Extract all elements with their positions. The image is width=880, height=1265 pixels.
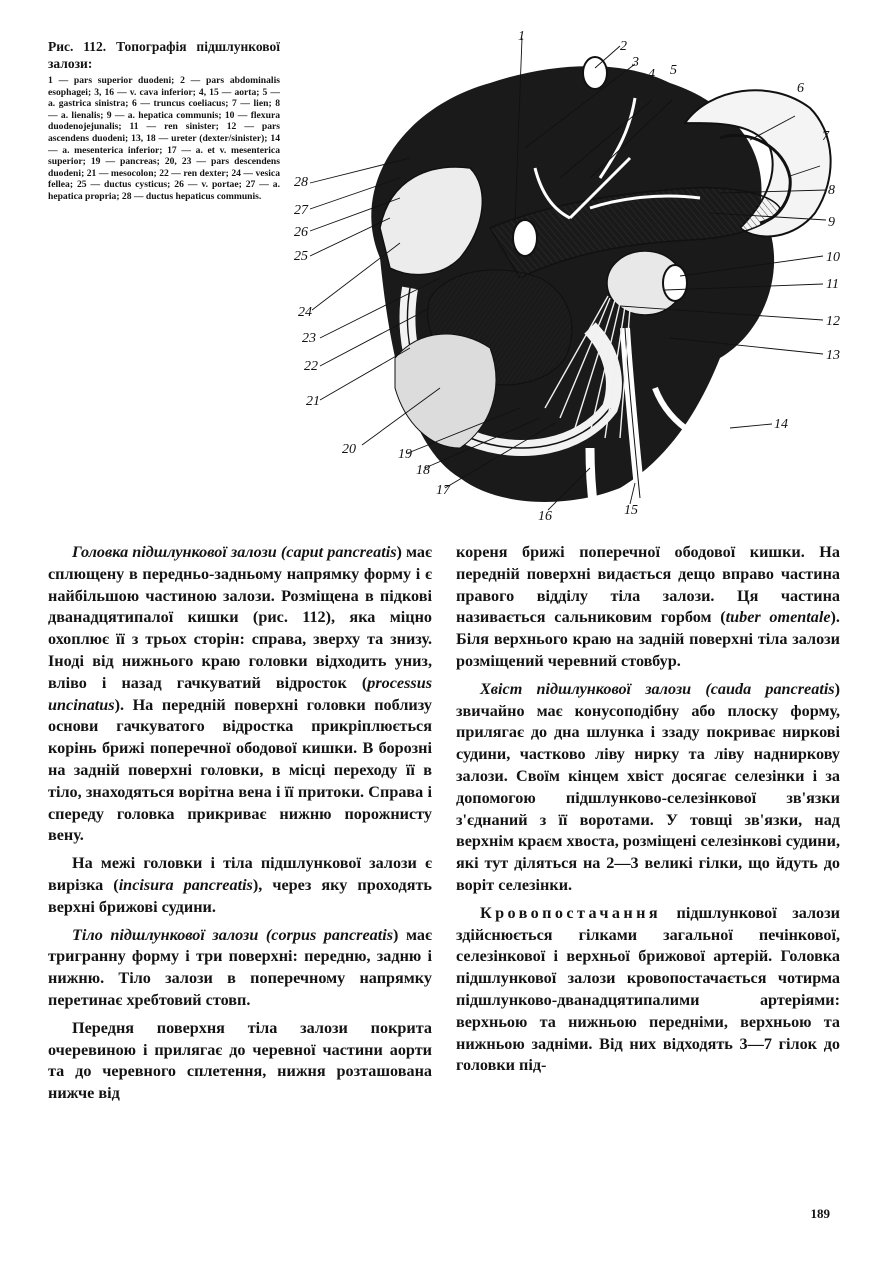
- fig-label-6: 6: [797, 81, 804, 96]
- fig-label-26: 26: [294, 225, 308, 240]
- fig-label-15: 15: [624, 503, 638, 518]
- paragraph-blood-supply: Кровопостачання підшлункової залози здійснюється гілками загальної печінкової, селезінкової і верхньої брижової артерій. Головка підшлункової залози кровопостачається чотирма підшлунково-дванадцятипалими артеріями: верхньою та нижньою передніми, верхньою та нижньою задніми. Від них відходять 3—7 гілок до головки під-: [456, 903, 840, 1075]
- fig-label-2: 2: [620, 39, 627, 54]
- esophagus-cut: [583, 57, 607, 89]
- fig-label-27: 27: [294, 203, 308, 218]
- fig-label-8: 8: [828, 183, 835, 198]
- figure-caption: [48, 38, 280, 203]
- fig-label-9: 9: [828, 215, 835, 230]
- fig-label-5: 5: [670, 63, 677, 78]
- fig-label-13: 13: [826, 348, 840, 363]
- fig-label-3: 3: [632, 55, 639, 70]
- fig-label-24: 24: [298, 305, 312, 320]
- text-column-right: [456, 542, 840, 1077]
- fig-label-18: 18: [416, 463, 430, 478]
- fig-label-25: 25: [294, 249, 308, 264]
- paragraph-body: Тіло підшлункової залози (corpus pancreatis) має тригранну форму і три поверхні: передню, задню і нижню. Тіло залози в поперечному напрямку перетинає хребтовий стовп.: [48, 925, 432, 1009]
- pancreas-topography-illustration: [290, 28, 850, 523]
- caption-title: Рис. 112. Топографія підшлункової залози:: [48, 39, 280, 71]
- fig-label-22: 22: [304, 359, 318, 374]
- fig-label-11: 11: [826, 277, 839, 292]
- fig-label-12: 12: [826, 314, 840, 329]
- fig-label-23: 23: [302, 331, 316, 346]
- paragraph-incisura: На межі головки і тіла підшлункової залози є вирізка (incisura pancreatis), через яку проходять верхні брижові судини.: [48, 854, 432, 916]
- fig-label-14: 14: [774, 417, 788, 432]
- fig-label-19: 19: [398, 447, 412, 462]
- duodenum-cut: [513, 220, 537, 256]
- fig-label-1: 1: [518, 29, 525, 44]
- fig-label-20: 20: [342, 442, 356, 457]
- vena-cava: [590, 448, 595, 518]
- fig-label-16: 16: [538, 509, 552, 523]
- text-column-left: [48, 542, 432, 1105]
- paragraph-tail: Хвіст підшлункової залози (cauda pancreatis) звичайно має конусоподібну або плоску форму, прилягає до дна шлунка і ззаду покриває ниркові судини, частково ліву нирку та ліву надниркову залози. Своїм кінцем хвіст досягає селезінки і за допомогою підшлунково-селезінкової зв'язки з'єднаний з її воротами. У товщі зв'язки, над верхнім краєм хвоста, розміщені селезінкові судини, які тут діляться на 2—3 великі гілки, що йдуть до воріт селезінки.: [456, 679, 841, 894]
- fig-label-4: 4: [648, 67, 655, 82]
- jejunum-cut: [663, 265, 687, 301]
- paragraph-anterior-surface: Передня поверхня тіла залози покрита очеревиною і прилягає до черевної частини аорти та до черевного сплетення, нижня розташована нижче від: [48, 1018, 432, 1103]
- page-number: 189: [810, 1206, 830, 1221]
- illustration-svg: [290, 28, 850, 523]
- paragraph-continuation: кореня брижі поперечної ободової кишки. На передній поверхні видається дещо вправо частина правого відділу тіла залози. Ця частина називається сальниковим горбом (tuber omentale). Біля верхнього краю на задній поверхні тіла залози розміщений черевний стовбур.: [456, 543, 840, 670]
- fig-label-21: 21: [306, 394, 320, 409]
- caption-legend: 1 — pars superior duodeni; 2 — pars abdominalis esophagei; 3, 16 — v. cava inferior; 4, 15 — aorta; 5 — a. gastrica sinistra; 6 — truncus coeliacus; 7 — lien; 8 — a. lienalis; 9 — a. hepatica communis; 10 — flexura duodenojejunalis; 11 — ren sinister; 12 — pars ascendens duodeni; 13, 18 — ureter (dexter/sinister); 14 — a. mesenterica inferior; 17 — a. et v. mesenterica superior; 19 — pancreas; 20, 23 — pars descendens duodeni; 21 — mesocolon; 22 — ren dexter; 24 — vesica fellea; 25 — ductus cysticus; 26 — v. portae; 27 — a. hepatica propria; 28 — ductus hepaticus communis.: [48, 75, 280, 202]
- paragraph-head: Головка підшлункової залози (caput pancreatis) має сплющену в передньо-задньому напрямку форму і є найбільшою частиною залози. Розміщена в підкові дванадцятипалої кишки (рис. 112), яка міцно охоплює її з трьох сторін: справа, зверху та знизу. Іноді від нижнього краю головки відходить униз, вліво і назад гачкуватий відросток (processus uncinatus). На передній поверхні головки поблизу основи гачкуватого відростка прикріплюється корінь брижі поперечної ободової кишки. В борозні на задній поверхні головки, в місці переходу її в тіло, знаходяться ворітна вена і її притоки. Справа і спереду головка прикриває нижню порожнисту вену.: [48, 543, 432, 845]
- fig-label-17: 17: [436, 483, 450, 498]
- fig-label-7: 7: [822, 129, 829, 144]
- fig-label-28: 28: [294, 175, 308, 190]
- fig-label-10: 10: [826, 250, 840, 265]
